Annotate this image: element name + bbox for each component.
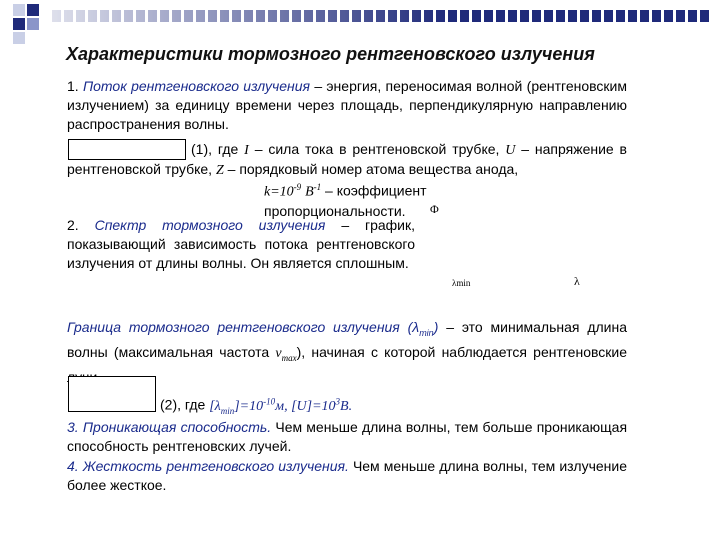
chart-y-label: Φ	[430, 202, 439, 216]
item1-I-desc: – сила тока в рентгеновской трубке,	[254, 141, 500, 157]
item4-term: Жесткость рентгеновского излучения.	[82, 458, 349, 474]
item2-paragraph	[67, 216, 415, 273]
coefficient-k-exp: -9	[293, 182, 302, 192]
item2-term: Спектр тормозного излучения	[94, 217, 326, 233]
decor-square	[13, 18, 25, 30]
chart-lambda-min-label: λmin	[452, 278, 471, 288]
symbol-U: U	[505, 143, 516, 158]
coefficient-unit-exp: -1	[313, 182, 322, 192]
symbol-Z: Z	[215, 163, 224, 178]
symbol-I: I	[244, 143, 249, 158]
boundary-text: – это минимальная длина волны (максимальная частота	[67, 319, 627, 360]
item4-text: Чем меньше длина волны, тем излучение более жесткое.	[67, 458, 627, 493]
decor-square	[27, 4, 39, 16]
item3-number: 3.	[67, 419, 79, 435]
coefficient-k: k=10	[264, 184, 294, 200]
item4-number: 4.	[67, 458, 79, 474]
formula2-ref: (2), где	[160, 396, 206, 413]
formula2-line	[160, 392, 560, 420]
item2-text: – график, показывающий зависимость потока рентгеновского излучения от длины волны. Он является сплошным.	[67, 217, 416, 271]
item3-term: Проникающая способность.	[82, 419, 272, 435]
boundary-term: Граница тормозного рентгеновского излучения	[67, 319, 400, 335]
decor-square	[13, 32, 25, 44]
item1-Z-desc: – порядковый номер атома вещества анода,	[227, 161, 519, 177]
item4-paragraph	[67, 457, 627, 495]
formula2-box	[68, 376, 156, 412]
formula1-ref: (1), где	[191, 141, 239, 157]
item1-term: Поток рентгеновского излучения	[82, 78, 311, 94]
item1-continuation	[67, 140, 627, 180]
item3-text: Чем меньше длина волны, тем больше проникающая способность рентгеновских лучей.	[67, 419, 628, 454]
item1-U-desc: – напряжение в рентгеновской трубке,	[67, 141, 627, 177]
item3-paragraph	[67, 418, 627, 456]
formula2-expression: $[\lambda_{min}]=10^{-10}м$, $[U]=10^3В$.	[209, 396, 353, 416]
chart-x-label: λ	[574, 274, 580, 288]
coefficient-unit: В	[305, 184, 314, 200]
item2-number: 2.	[67, 217, 79, 233]
slide-title: Характеристики тормозного рентгеновского излучения	[66, 44, 595, 64]
coefficient-desc: – коэффициент пропорциональности.	[264, 182, 427, 219]
item1-text: – энергия, переносимая волной (рентгеновским излучением) за единицу времени через площадь, перпендикулярную направлению распространения волны.	[67, 78, 628, 132]
item1-paragraph	[67, 77, 627, 134]
decorative-stripe-bar	[52, 10, 712, 22]
decor-square	[13, 4, 25, 16]
decor-square	[27, 18, 39, 30]
boundary-text2: ), начиная с которой наблюдается рентгеновские	[296, 343, 627, 360]
spectrum-chart	[426, 196, 626, 302]
symbol-nu: $\nu_{max}$	[275, 345, 297, 363]
item1-number: 1.	[67, 78, 79, 94]
boundary-symbol: $(\lambda_{min})$	[407, 319, 439, 338]
